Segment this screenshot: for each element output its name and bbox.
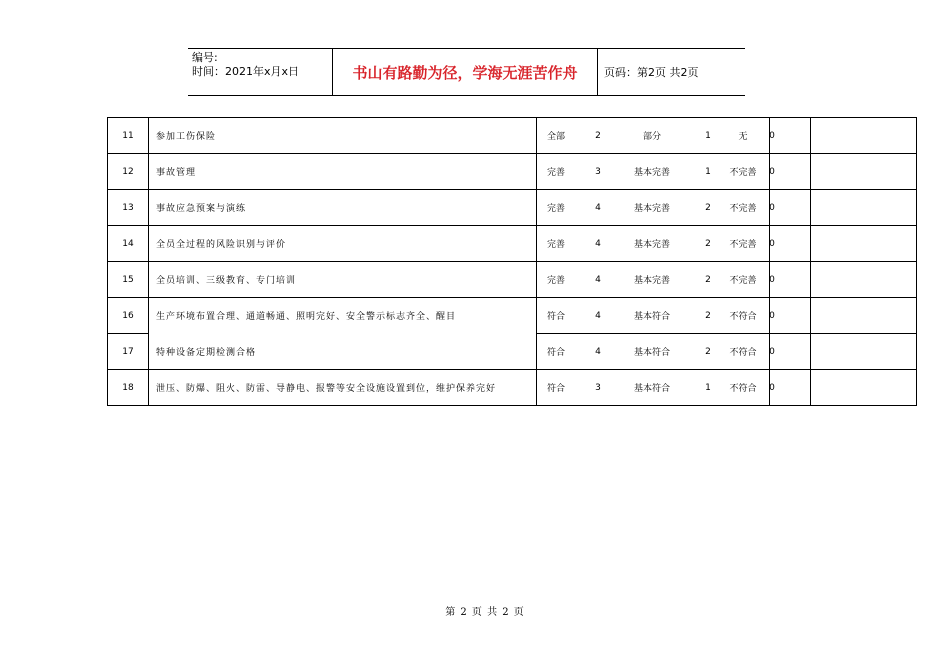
score-level-1: 完善 xyxy=(547,204,566,214)
score-level-1: 符合 xyxy=(547,312,566,322)
score-level-2: 基本完善 xyxy=(633,204,670,214)
score-level-2: 基本完善 xyxy=(633,240,670,250)
remark-cell xyxy=(811,334,917,370)
score-points-1: 2 xyxy=(595,130,601,141)
table-row xyxy=(108,154,917,190)
score-level-3: 不完善 xyxy=(729,204,757,214)
row-item: 事故管理 xyxy=(149,154,537,190)
score-points-3: 0 xyxy=(769,130,775,141)
score-level-2: 基本符合 xyxy=(633,312,670,322)
score-points-2: 1 xyxy=(705,382,711,393)
remark-cell xyxy=(811,226,917,262)
table-row xyxy=(108,298,917,334)
number-label: 编号: xyxy=(192,51,218,64)
remark-cell xyxy=(811,154,917,190)
score-points-1: 4 xyxy=(595,202,601,213)
remark-cell xyxy=(811,298,917,334)
time-label: 时间：2021年x月x日 xyxy=(192,65,300,78)
row-number: 14 xyxy=(108,226,149,262)
row-number: 11 xyxy=(108,118,149,154)
row-item: 全员培训、三级教育、专门培训 xyxy=(149,262,537,298)
score-points-1: 4 xyxy=(595,274,601,285)
score-points-2: 2 xyxy=(705,310,711,321)
row-scoring xyxy=(537,118,775,154)
row-number: 18 xyxy=(108,370,149,406)
row-scoring xyxy=(537,370,775,406)
score-points-3: 0 xyxy=(769,202,775,213)
score-points-3: 0 xyxy=(769,310,775,321)
row-item: 泄压、防爆、阻火、防雷、导静电、报警等安全设施设置到位，维护保养完好 xyxy=(149,370,537,406)
score-points-3: 0 xyxy=(769,166,775,177)
score-level-3: 无 xyxy=(738,132,748,142)
table-row xyxy=(108,190,917,226)
score-points-3: 0 xyxy=(769,346,775,357)
score-points-2: 1 xyxy=(705,166,711,177)
score-level-1: 符合 xyxy=(547,384,566,394)
score-points-1: 4 xyxy=(595,238,601,249)
header-motto: 书山有路勤为径，学海无涯苦作舟 xyxy=(333,49,598,96)
header-page-label: 页码：第2页 共2页 xyxy=(598,49,746,96)
score-points-2: 2 xyxy=(705,346,711,357)
score-points-3: 0 xyxy=(769,238,775,249)
score-points-2: 2 xyxy=(705,274,711,285)
row-item: 特种设备定期检测合格 xyxy=(149,334,537,370)
score-points-1: 4 xyxy=(595,310,601,321)
score-level-2: 基本符合 xyxy=(633,348,670,358)
score-points-2: 2 xyxy=(705,238,711,249)
row-item: 事故应急预案与演练 xyxy=(149,190,537,226)
row-item: 生产环境布置合理、通道畅通、照明完好、安全警示标志齐全、醒目 xyxy=(149,298,537,334)
remark-cell xyxy=(811,190,917,226)
document-header xyxy=(188,48,745,96)
row-scoring xyxy=(537,226,775,262)
row-scoring xyxy=(537,298,775,334)
score-level-2: 基本符合 xyxy=(633,384,670,394)
score-points-2: 1 xyxy=(705,130,711,141)
score-points-2: 2 xyxy=(705,202,711,213)
table-row xyxy=(108,262,917,298)
score-level-3: 不完善 xyxy=(729,240,757,250)
score-level-3: 不完善 xyxy=(729,276,757,286)
header-meta xyxy=(188,49,333,96)
table-row xyxy=(108,370,917,406)
row-number: 12 xyxy=(108,154,149,190)
row-number: 13 xyxy=(108,190,149,226)
score-level-1: 符合 xyxy=(547,348,566,358)
row-scoring xyxy=(537,334,775,370)
score-level-2: 基本完善 xyxy=(633,168,670,178)
score-level-3: 不符合 xyxy=(729,348,757,358)
row-number: 16 xyxy=(108,298,149,334)
row-scoring xyxy=(537,190,775,226)
score-level-2: 部分 xyxy=(642,132,661,142)
score-level-1: 完善 xyxy=(547,240,566,250)
assessment-table xyxy=(107,117,917,406)
page-footer: 第 2 页 共 2 页 xyxy=(445,607,525,618)
score-level-1: 完善 xyxy=(547,276,566,286)
score-points-1: 3 xyxy=(595,382,601,393)
score-points-1: 4 xyxy=(595,346,601,357)
table-row xyxy=(108,226,917,262)
score-level-3: 不完善 xyxy=(729,168,757,178)
table-row xyxy=(108,118,917,154)
score-level-1: 全部 xyxy=(547,132,566,142)
score-level-2: 基本完善 xyxy=(633,276,670,286)
table-row xyxy=(108,334,917,370)
score-level-3: 不符合 xyxy=(729,384,757,394)
score-level-1: 完善 xyxy=(547,168,566,178)
score-points-1: 3 xyxy=(595,166,601,177)
score-points-3: 0 xyxy=(769,382,775,393)
remark-cell xyxy=(811,262,917,298)
score-level-3: 不符合 xyxy=(729,312,757,322)
remark-cell xyxy=(811,370,917,406)
score-points-3: 0 xyxy=(769,274,775,285)
remark-cell xyxy=(811,118,917,154)
row-scoring xyxy=(537,154,775,190)
row-number: 15 xyxy=(108,262,149,298)
row-item: 参加工伤保险 xyxy=(149,118,537,154)
row-scoring xyxy=(537,262,775,298)
row-number: 17 xyxy=(108,334,149,370)
row-item: 全员全过程的风险识别与评价 xyxy=(149,226,537,262)
